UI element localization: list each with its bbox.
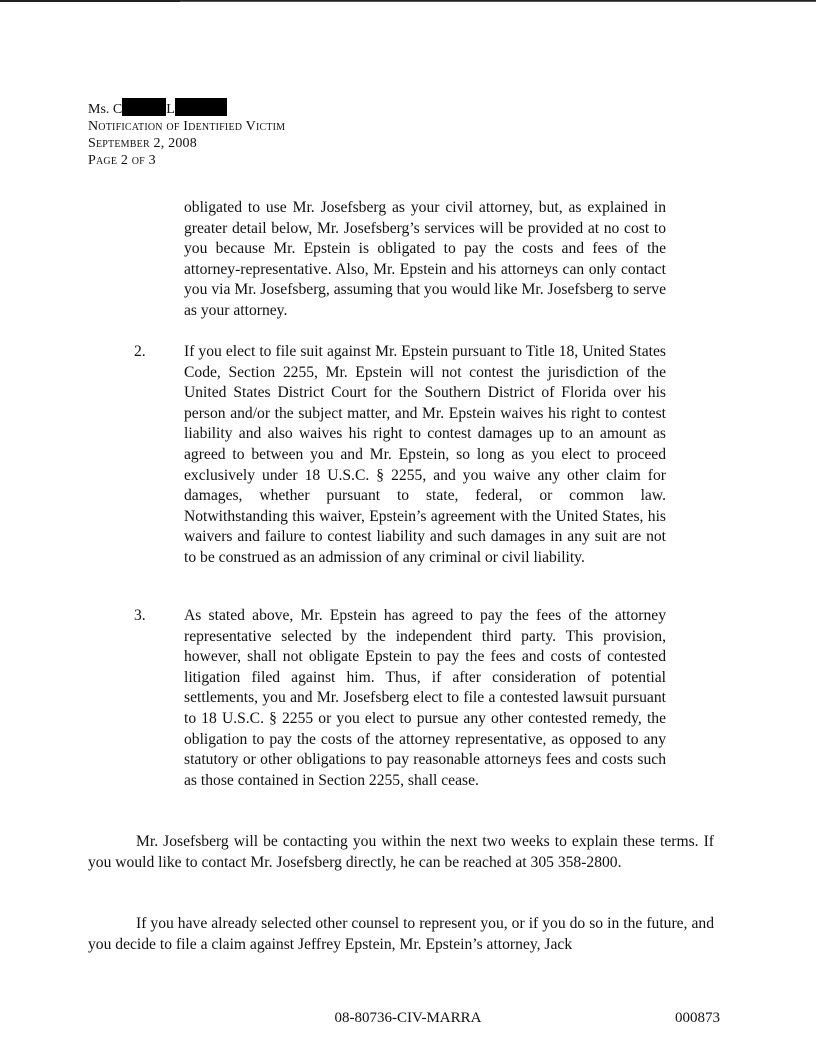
bates-number: 000873 — [675, 1010, 720, 1026]
redaction-block — [175, 98, 227, 116]
numbered-item-text: If you elect to file suit against Mr. Epstein pursuant to Title 18, United States Code, Section 2255, Mr. Epstein will not contest the jurisdiction of the United States District Court for the Southern District of Florida over his person and/or the subject matter, and Mr. Epstein waives his right to contest liability and also waives his right to contest damages up to an amount as agreed to between you and Mr. Epstein, so long as you elect to proceed exclusively under 18 U.S.C. § 2255, and you waive any other claim for damages, whether pursuant to state, federal, or common law. Notwithstanding this waiver, Epstein’s agreement with the United States, his waivers and failure to contest liability and such damages in any suit are not to be construed as an admission of any criminal or civil liability. — [184, 343, 666, 566]
letter-header — [88, 98, 285, 169]
page-indicator: Page 2 of 3 — [88, 153, 156, 168]
recipient-mid: L — [166, 102, 175, 117]
item-number: 3. — [134, 607, 146, 624]
numbered-item-text: As stated above, Mr. Epstein has agreed to pay the fees of the attorney representative selected by the independent third party. This provision, however, shall not obligate Epstein to pay the fees and costs of contested litigation filed against him. Thus, if after consideration of potential settlements, you and Mr. Josefsberg elect to file a contested lawsuit pursuant to 18 U.S.C. § 2255 or you elect to pursue any other contested remedy, the obligation to pay the costs of the attorney representative, as opposed to any statutory or other obligations to pay reasonable attorneys fees and costs such as those contained in Section 2255, shall cease. — [184, 607, 666, 789]
case-number: 08-80736-CIV-MARRA — [334, 1010, 482, 1026]
subject-line: Notification of Identified Victim — [88, 119, 286, 134]
recipient-prefix: Ms. C — [88, 102, 123, 117]
body-paragraph: Mr. Josefsberg will be contacting you within the next two weeks to explain these terms. If you would like to contact Mr. Josefsberg directly, he can be reached at 305 358-2800. — [88, 833, 714, 871]
continuation-paragraph: obligated to use Mr. Josefsberg as your civil attorney, but, as explained in greater detail below, Mr. Josefsberg’s services will be provided at no cost to you because Mr. Epstein is obligated to pay the costs and fees of the attorney-representative. Also, Mr. Epstein and his attorneys can only contact you via Mr. Josefsberg, assuming that you would like Mr. Josefsberg to serve as your attorney. — [184, 199, 666, 319]
date-line: September 2, 2008 — [88, 136, 197, 151]
item-number: 2. — [134, 343, 146, 360]
body-paragraph: If you have already selected other counsel to represent you, or if you do so in the future, and you decide to file a claim against Jeffrey Epstein, Mr. Epstein’s attorney, Jack — [88, 915, 714, 953]
recipient-line — [88, 98, 285, 118]
redaction-block — [122, 98, 166, 116]
top-border-line-secondary — [180, 1, 816, 2]
